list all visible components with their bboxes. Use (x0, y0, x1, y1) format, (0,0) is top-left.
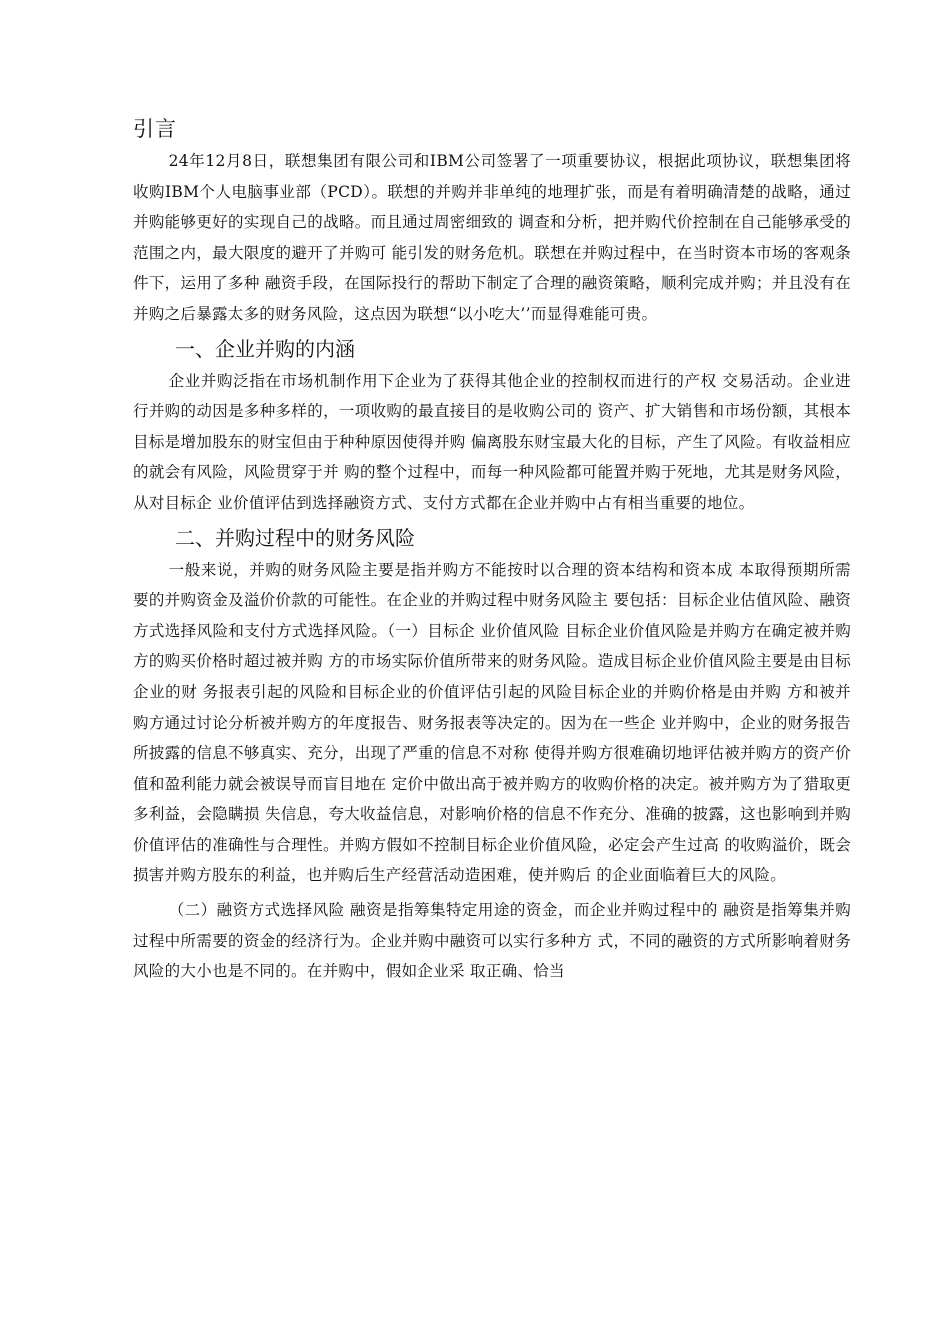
section-1-paragraph: 企业并购泛指在市场机制作用下企业为了获得其他企业的控制权而进行的产权 交易活动。企业进行并购的动因是多种多样的，一项收购的最直接目的是收购公司的 资产、扩大销售和市场份额，其根本目标是增加股东的财宝但由于种种原因使得并购 偏离股东财宝最大化的目标，产生了风险。有收益相应的就会有风险，风险贯穿于并 购的整个过程中，而每一种风险都可能置并购于死地，尤其是财务风险，从对目标企 业价值评估到选择融资方式、支付方式都在企业并购中占有相当重要的地位。 (133, 371, 851, 512)
document-title: 引言 (133, 117, 177, 141)
section-heading-1: 一、企业并购的内涵 (175, 336, 355, 361)
document-body (133, 114, 851, 987)
section-2-paragraph-2: （二）融资方式选择风险 融资是指筹集特定用途的资金，而企业并购过程中的 融资是指筹集并购过程中所需要的资金的经济行为。企业并购中融资可以实行多种方 式，不同的融资的方式所影响着财务风险的大小也是不同的。在并购中，假如企业采 取正确、恰当 (133, 901, 851, 981)
intro-paragraph: 24年12月8日，联想集团有限公司和IBM公司签署了一项重要协议，根据此项协议，联想集团将收购IBM个人电脑事业部（PCD）。联想的并购并非单纯的地理扩张，而是有着明确清楚的战略，通过并购能够更好的实现自己的战略。而且通过周密细致的 调查和分析，把并购代价控制在自己能够承受的范围之内，最大限度的避开了并购可 能引发的财务危机。联想在并购过程中，在当时资本市场的客观条件下，运用了多种 融资手段，在国际投行的帮助下制定了合理的融资策略，顺利完成并购；并且没有在 并购之后暴露太多的财务风险，这点因为联想“以小吃大’’而显得难能可贵。 (133, 152, 851, 323)
section-heading-2: 二、并购过程中的财务风险 (175, 525, 415, 550)
section-2-paragraph-1: 一般来说，并购的财务风险主要是指并购方不能按时以合理的资本结构和资本成 本取得预期所需要的并购资金及溢价价款的可能性。在企业的并购过程中财务风险主 要包括：目标企业估值风险、融资方式选择风险和支付方式选择风险。（一）目标企 业价值风险 目标企业价值风险是并购方在确定被并购方的购买价格时超过被并购 方的市场实际价值所带来的财务风险。造成目标企业价值风险主要是由目标企业的财 务报表引起的风险和目标企业的价值评估引起的风险目标企业的并购价格是由并购 方和被并购方通过讨论分析被并购方的年度报告、财务报表等决定的。因为在一些企 业并购中，企业的财务报告所披露的信息不够真实、充分，出现了严重的信息不对称 使得并购方很难确切地评估被并购方的资产价值和盈利能力就会被误导而盲目地在 定价中做出高于被并购方的收购价格的决定。被并购方为了猎取更多利益，会隐瞒损 失信息，夸大收益信息，对影响价格的信息不作充分、准确的披露，这也影响到并购 价值评估的准确性与合理性。并购方假如不控制目标企业价值风险，必定会产生过高 的收购溢价，既会损害并购方股东的利益，也并购后生产经营活动造困难，使并购后 的企业面临着巨大的风险。 (133, 560, 851, 885)
